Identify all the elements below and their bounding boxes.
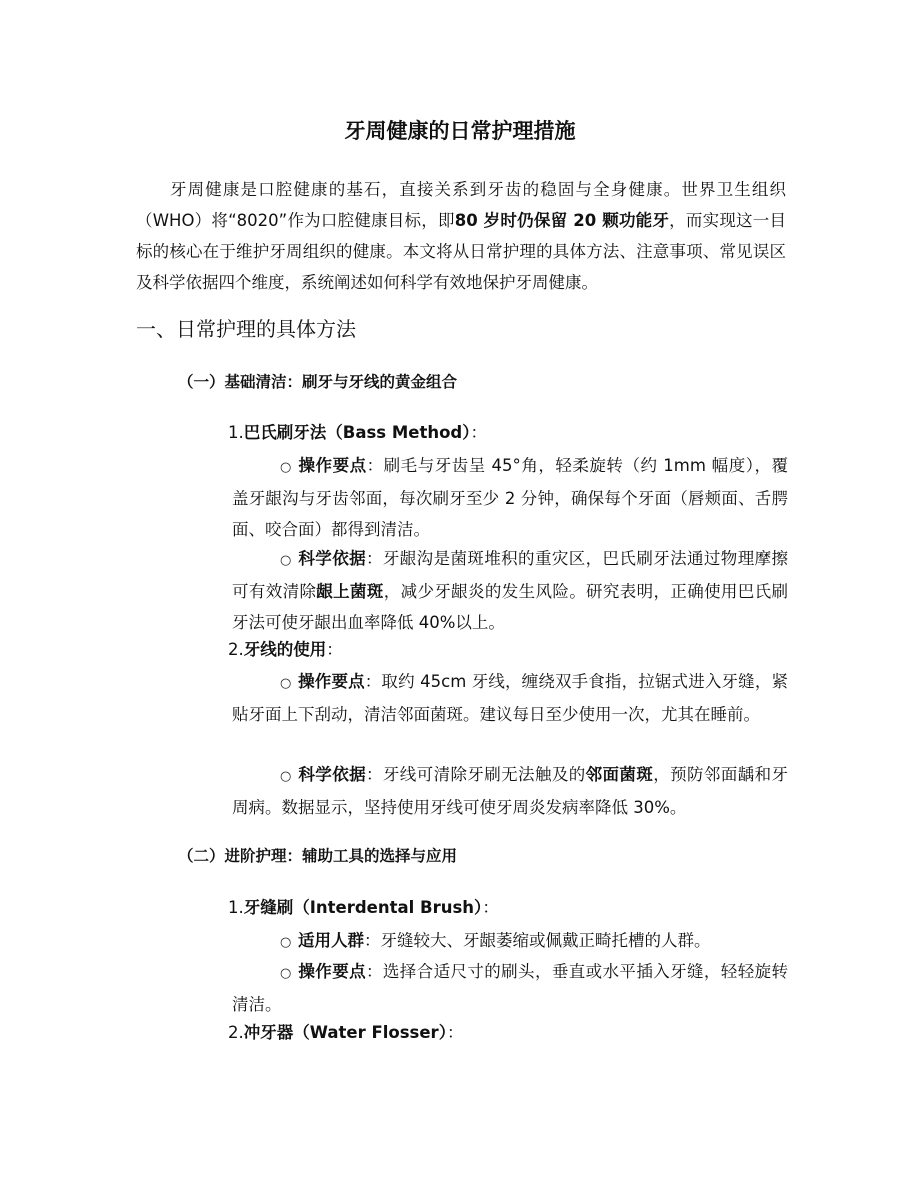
bullet-text-1: ：牙龈沟是菌斑堆积的重灾区，巴氏刷牙法通过物理摩擦可有效清除 [232, 549, 789, 601]
bullet-bass-science [232, 543, 788, 638]
bullet-label: 适用人群 [298, 931, 364, 950]
circle-bullet-icon: ○ [280, 935, 292, 950]
circle-bullet-icon: ○ [280, 460, 292, 475]
list-item-label: 巴氏刷牙法（Bass Method） [243, 423, 471, 442]
list-item-suffix: ： [482, 898, 499, 917]
bullet-bold-term: 邻面菌斑 [585, 765, 654, 784]
subsection-1-heading: （一）基础清洁：刷牙与牙线的黄金组合 [178, 373, 458, 391]
bullet-floss-science [232, 759, 788, 823]
list-item-label: 牙线的使用 [243, 640, 327, 659]
intro-text-1: 牙周健康是口腔健康的基石，直接关系到牙齿的稳固与全身健康。世界卫生组织（WHO）将“8020”作为口腔健康目标，即 [136, 180, 786, 230]
bullet-text-1: ：牙线可清除牙刷无法触及的 [365, 765, 586, 784]
bullet-text-2: ，减少牙龈炎的发生风险。研究表明，正确使用巴氏刷牙法可使牙龈出血率降低 40%以上。 [232, 582, 788, 632]
bullet-floss-operation [232, 666, 788, 730]
list-item-bass-method [228, 419, 487, 447]
bullet-label: 操作要点 [298, 962, 366, 981]
list-number: 2. [228, 640, 244, 659]
list-item-label: 冲牙器（Water Flosser） [243, 1023, 447, 1042]
list-item-water-flosser [228, 1019, 463, 1047]
circle-bullet-icon: ○ [280, 553, 292, 568]
circle-bullet-icon: ○ [280, 676, 292, 691]
list-item-floss [228, 636, 343, 664]
list-number: 1. [228, 898, 244, 917]
bullet-bass-operation [232, 450, 788, 545]
list-item-suffix: ： [326, 640, 343, 659]
bullet-text: ：取约 45cm 牙线，缠绕双手食指，拉锯式进入牙缝，紧贴牙面上下刮动，清洁邻面菌斑。建议每日至少使用一次，尤其在睡前。 [232, 672, 788, 724]
section-1-heading: 一、日常护理的具体方法 [136, 317, 356, 341]
list-item-suffix: ： [446, 1023, 464, 1042]
list-item-label: 牙缝刷（Interdental Brush） [243, 898, 483, 917]
bullet-label: 操作要点 [298, 456, 367, 475]
list-item-suffix: ： [470, 423, 487, 442]
bullet-label: 操作要点 [298, 672, 365, 691]
bullet-text: ：牙缝较大、牙龈萎缩或佩戴正畸托槽的人群。 [364, 931, 711, 950]
circle-bullet-icon: ○ [280, 966, 292, 981]
bullet-bold-term: 龈上菌斑 [316, 582, 384, 601]
list-item-interdental-brush [228, 894, 499, 922]
subsection-2-heading: （二）进阶护理：辅助工具的选择与应用 [178, 847, 458, 865]
intro-bold-goal: 80 岁时仍保留 20 颗功能牙 [454, 211, 670, 230]
list-number: 1. [228, 423, 244, 442]
list-number: 2. [228, 1023, 244, 1042]
bullet-label: 科学依据 [298, 549, 366, 568]
bullet-label: 科学依据 [298, 765, 366, 784]
bullet-brush-operation [232, 956, 788, 1020]
circle-bullet-icon: ○ [280, 769, 292, 784]
bullet-text: ：选择合适尺寸的刷头，垂直或水平插入牙缝，轻轻旋转清洁。 [232, 962, 789, 1014]
intro-text-2: ，而实现这一目标的核心在于维护牙周组织的健康。本文将从日常护理的具体方法、注意事项、常见误区及科学依据四个维度，系统阐述如何科学有效地保护牙周健康。 [136, 211, 787, 292]
bullet-brush-audience [232, 925, 788, 958]
bullet-text-2: ，预防邻面龋和牙周病。数据显示，坚持使用牙线可使牙周炎发病率降低 30%。 [232, 765, 789, 817]
document-title: 牙周健康的日常护理措施 [344, 119, 576, 143]
intro-paragraph [136, 174, 786, 298]
bullet-text: ：刷毛与牙齿呈 45°角，轻柔旋转（约 1mm 幅度），覆盖牙龈沟与牙齿邻面，每次刷牙至少 2 分钟，确保每个牙面（唇颊面、舌腭面、咬合面）都得到清洁。 [232, 456, 789, 539]
